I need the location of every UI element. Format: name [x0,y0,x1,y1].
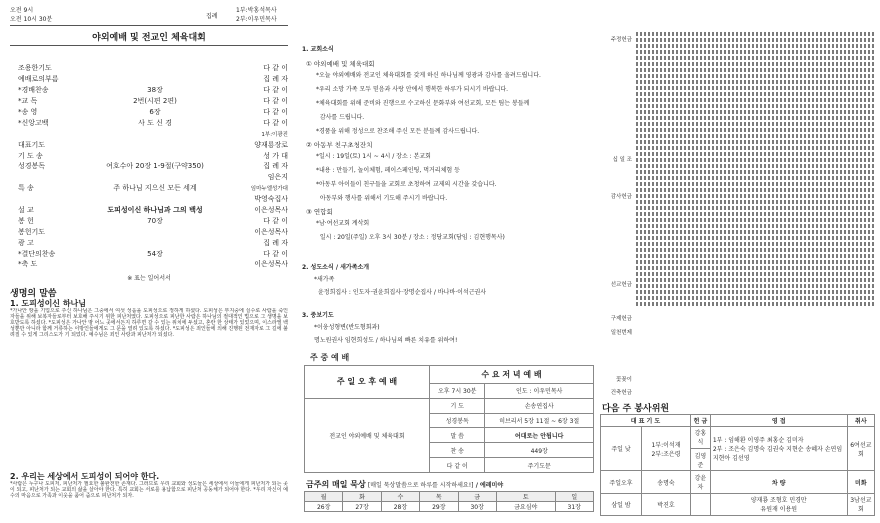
vol-header-car: 차 량 [710,471,847,493]
order-row-content: 여호수아 20장 1-9절(구약350) [106,162,204,171]
order-row-leader: 다 같 이 [263,97,288,106]
vol-row-cook: 3남선교회 [847,493,874,515]
news-heading: ③ 연합회 [306,208,333,216]
new-family-label: *새가족 [314,276,335,283]
order-row-leader: 집 례 자 [263,75,288,84]
vol-header-greeting: 영 접 [710,415,847,427]
news-heading: ② 아동부 친구초청잔치 [306,141,373,149]
news-line: *우리 소망 가족 모두 믿음과 사랑 안에서 행복한 하루가 되시기 바랍니다. [316,86,509,93]
order-row [18,63,288,74]
news-line: *오늘 야외예배와 전교인 체육대회를 갖게 하신 하나님께 영광과 감사를 올려드립니다. [316,72,541,79]
vol-row-offering: 김영준 [691,449,711,471]
meditation-chapter: 27장 [343,502,381,512]
vol-row-offering: 강홍식 [691,426,711,448]
offering-category-label: 구제헌금 [610,316,632,322]
news-line: *내용 : 만들기, 놀이체험, 페이스페인팅, 먹거리체험 등 [316,167,460,174]
order-row-leader: 다 같 이 [263,216,288,225]
wed-row-value: 어대로는 안됩니다 [485,428,594,443]
order-row-leader: 다 같 이 [263,86,288,95]
order-row-label: *신앙고백 [18,118,49,127]
order-row-leader: 다 같 이 [263,118,288,127]
wed-row-key: 말 씀 [430,428,485,443]
news-heading: ① 야외예배 및 체육대회 [306,60,375,68]
leader-names: 1부:박홍석목사 2부:이우민목사 [236,7,277,23]
offering-list [600,30,875,400]
order-row-label: 특 송 [18,184,34,193]
vol-header-cleaning: 미화 [847,471,874,493]
left-column [10,5,290,520]
order-row-content: 70장 [147,216,163,225]
order-row-leader: 다 같 이 [263,108,288,116]
order-row-label: *축 도 [18,260,38,269]
meditation-chapter: 금요심야 [496,502,555,512]
order-row [18,215,288,226]
wed-row-value: 히브리서 5장 11절 ~ 6장 3절 [485,413,594,428]
meditation-day: 목 [420,492,458,502]
order-row-leader: 이은성목사 [254,206,288,215]
order-row [18,161,288,172]
offering-names-block [636,30,874,398]
meditation-book: / 에레미야 [475,482,504,489]
vol-row-prayer: 박진호 [642,493,691,515]
wed-row-key: 성경봉독 [430,413,485,428]
sermon-point-2: 2. 우리는 세상에서 도피성이 되어야 한다. [10,472,160,481]
service-title: 야외예배 및 전교인 체육대회 [92,33,206,43]
meditation-day: 토 [496,492,555,502]
order-row [18,96,288,107]
order-row-content: 38장 [147,86,163,95]
wed-row-value: 주기도문 [485,458,594,473]
sermon-point-1: 1. 도피성이신 하나님 [10,299,86,308]
order-row [18,259,288,270]
meditation-chapter: 26장 [305,502,343,512]
order-row [18,107,288,118]
order-row-label: 기 도 송 [18,151,43,160]
middle-column [300,40,600,520]
top-divider [10,25,288,26]
sermon-text-1: *가나안 땅을 기업으로 주신 하나님은 그중에서 여섯 성읍을 도피성으로 정하게 하셨다. 도피성은 부지중에 실수로 사람을 죽인자들을 위해 보복자들로부터 보호해 주시기 위한 피난처였다. 도피성으로 피난한 사람은 하나님의 절대적인 법으로 그 생명을 보호받도록 하셨다. *도피성은 가나안 땅 어느 곳에서든지 하루면 갈 수 있는 위치에 두셨고, 혼란 한 상태가 있었으며, 이스라엘 백성뿐만 아니라 함께 거류하는 이방인들에게도 그 문을 열려 있도록 하셨다. *도피성은 죄인들에 의해 진행된 전재자로 그 길에 불려질 수 있게 그리스도가 기 되었다. 예수님은 죄인 사랑과 피난처가 되셨다. [10,308,288,338]
meditation-day: 화 [343,492,381,502]
order-row-label: 봉헌기도 [18,227,46,236]
meditation-day: 일 [555,492,593,502]
order-row-label: 설 교 [18,206,34,215]
meditation-day: 수 [381,492,419,502]
news-line: *아동부 아이들이 친구들을 교회로 초청하여 교제의 시간을 갖습니다. [316,181,497,188]
order-row [18,150,288,161]
order-row-leader: 임마누엘성가대 [250,186,288,193]
order-row-label: *경배찬송 [18,86,49,95]
order-row [18,183,288,194]
news-line: *경품을 위해 정성으로 찬조해 주신 모든 분들께 감사드립니다. [316,128,480,135]
vol-row-prayer: 송명숙 [642,471,691,493]
vol-row-label: 주일 낮 [601,426,642,471]
order-row [18,248,288,259]
order-row-content: 사 도 신 경 [138,118,172,127]
sunday-event: 전교인 야외예배 및 체육대회 [305,398,430,472]
sermon-heading: 생명의 말씀 [10,289,57,299]
wed-row-key: 다 같 이 [430,458,485,473]
weekday-worship-table [304,365,594,473]
order-of-service [18,63,288,270]
order-row-content: 2번(시편 2편) [133,97,177,106]
vol-row-greeting: 1부 : 임해환 이영주 최홍순 김미자 2부 : 조은숙 김명숙 김권숙 지현순 송혜자 손연임 지현아 김선영 [710,426,847,471]
order-row-leader: 집 례 자 [263,238,288,247]
leader-label: 집례 [206,13,218,20]
meditation-chapter: 28장 [381,502,419,512]
order-row [18,74,288,85]
vol-header-prayer: 대 표 기 도 [601,415,691,427]
order-row [18,128,288,139]
order-row-leader: 집 례 자 [263,162,288,171]
offering-category-label: 십 일 조 [612,157,632,163]
title-divider [10,45,288,46]
order-row-label: 봉 헌 [18,216,34,225]
offering-category-label: 선교헌금 [610,282,632,288]
order-row-label: 예배로의부름 [18,75,59,84]
order-row-leader: 이은성목사 [254,227,288,236]
order-row-label: 대표기도 [18,140,46,149]
daily-meditation-header [306,479,596,490]
service-times: 오전 9시 오전 10시 30분 [10,7,53,23]
prayer-title: 3. 중보기도 [302,312,334,319]
order-row [18,172,288,183]
order-row-leader: 임은지 [267,173,288,182]
news-line: 일시 : 20일(주일) 오후 3시 30분 / 장소 : 정당교회(담임 : 김현행목사) [316,234,505,241]
offering-category-label: 주정헌금 [610,37,632,43]
church-news [306,56,596,246]
order-row-label: 조용한기도 [18,64,52,73]
daily-meditation-table [304,491,594,512]
news-line: 아동부와 행사를 위해서 기도해 주시기 바랍니다. [316,195,448,202]
meditation-chapter: 31장 [555,502,593,512]
order-row-label: *송 영 [18,108,38,116]
meditation-day: 금 [458,492,496,502]
news-line: *남·여선교회 계삭회 [316,220,370,227]
wed-row-value: 449장 [485,443,594,458]
news-line: *체육대회를 위해 준비와 진행으로 수고하신 문화부와 여선교회, 모든 팀는 봉들께 [316,100,530,107]
member-news-title: 2. 성도소식 / 새가족소개 [302,264,370,271]
order-row [18,226,288,237]
order-row-label: *교 독 [18,97,38,106]
sermon-text-2: *사람은 누구나 도피처, 피난처가 필요한 불완전한 존재다. 그러므로 우리 교회와 성도들은 세상에서 이들에게 피난처가 되는 곳이 되고, 피난처가 되는 교회의 삶을 살아야 한다. 특히 교회는 서로를 용납함으로 피난처 공동체가 되어야 한다. *우리 자신이 예수의 마음으로 가족과 이웃을 품어 줌으로 피난처가 되자. [10,481,288,499]
order-row-content: 6장 [149,108,161,116]
offering-category-label: 일천번제 [610,330,632,336]
order-row [18,205,288,216]
offering-category-label: 꽃꽂이 [616,377,632,383]
offering-category-label: 건축헌금 [610,390,632,396]
order-row [18,85,288,96]
vol-row-cook: 6여선교회 [847,426,874,471]
wednesday-header: 수 요 저 녁 예 배 [430,366,594,384]
wed-row-key: 기 도 [430,398,485,413]
wednesday-lead: 인도 : 이우민목사 [485,383,594,398]
meditation-subtitle: [매일 묵상말씀으로 하루를 시작하세요!] [367,482,474,489]
order-row-leader: 양재룡장로 [254,140,288,149]
order-row [18,237,288,248]
order-row [18,139,288,150]
prayer-line-2: 명노원권사 임현희성도 / 하나님의 빠른 치유를 위하여! [314,337,458,344]
order-row-label: *결단의찬송 [18,249,56,258]
vol-row-label: 주일오후 [601,471,642,493]
vol-header-cook: 취사 [847,415,874,427]
meditation-chapter: 30장 [458,502,496,512]
wed-row-value: 손송연집사 [485,398,594,413]
news-line: *일시 : 19일(토) 1시 ~ 4시 / 장소 : 본교회 [316,153,431,160]
order-row-leader: 이은성목사 [254,260,288,269]
order-row-leader: 다 같 이 [263,249,288,258]
standing-note: ※ 표는 일어서서 [127,275,171,282]
order-row-content: 54장 [147,249,163,258]
weekday-worship-heading: 주 중 예 배 [310,353,350,362]
prayer-line-1: *이웅성형변(반도형회과) [314,324,380,331]
right-column [600,30,875,520]
meditation-day: 월 [305,492,343,502]
order-row [18,117,288,128]
vol-row-greeting: 양재룡 조형호 민경만 유원재 이용원 [710,493,847,515]
order-row-leader: 다 같 이 [263,64,288,73]
volunteer-table [600,414,875,516]
offering-category-label: 감사헌금 [610,194,632,200]
wednesday-time: 오후 7시 30분 [430,383,485,398]
vol-row-prayer: 1부:이석재 2부:조은령 [642,426,691,471]
new-family-line: 윤정희집사 : 인도자·권윤희집사·장명순집사 / 바나바·이석근권사 [318,289,487,296]
meditation-chapter: 29장 [420,502,458,512]
order-row-label: 성경봉독 [18,162,46,171]
volunteer-title: 다음 주 봉사위원 [602,404,670,414]
order-row-leader: 박영숙집사 [254,195,288,204]
sunday-pm-header: 주 일 오 후 예 배 [305,366,430,399]
wed-row-key: 찬 송 [430,443,485,458]
meditation-title: 금주의 매일 묵상 [306,480,366,489]
news-line: 감사를 드립니다. [316,114,365,121]
vol-row-label: 삼일 밤 [601,493,642,515]
order-row-label: 광 고 [18,238,34,247]
order-row [18,194,288,205]
vol-header-offering: 헌 금 [691,415,711,427]
order-row-leader: 성 가 대 [263,151,288,160]
order-row-content: 도피성이신 하나님과 그의 백성 [107,206,203,215]
vol-row-offering: 강윤자 [691,471,711,493]
church-news-title: 1. 교회소식 [302,46,334,53]
order-row-content: 주 하나님 지으신 모든 세계 [113,184,197,193]
order-row-leader: 1부:이광진 [261,131,288,138]
